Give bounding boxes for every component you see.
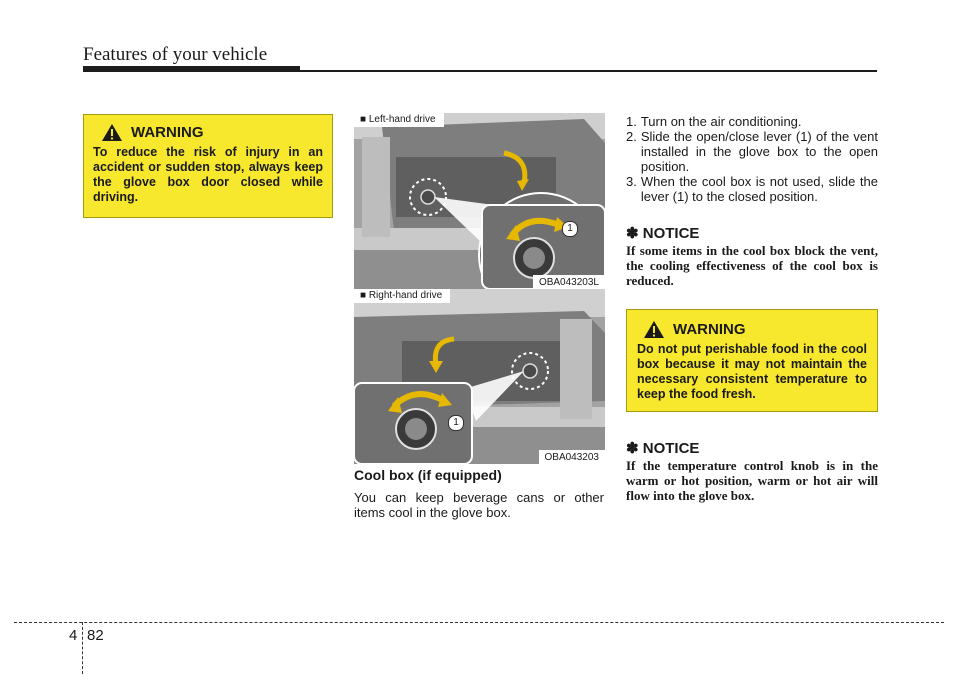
list-item: 3. When the cool box is not used, slide the lever (1) to the closed position. — [626, 174, 878, 204]
warning-title: WARNING — [131, 124, 204, 141]
footer-rule — [14, 622, 944, 623]
figure-code: OBA043203L — [533, 275, 605, 289]
notice-text: If some items in the cool box block the vent, the cooling effectiveness of the cool box is reduced. — [626, 243, 878, 288]
instruction-steps — [626, 114, 878, 204]
header-rule — [300, 70, 877, 72]
warning-box-glove-door — [83, 114, 333, 218]
header-bar — [83, 66, 300, 72]
notice-title: ✽ NOTICE — [626, 440, 700, 457]
glove-box-illustration — [354, 289, 605, 464]
glove-box-illustration — [354, 113, 605, 289]
warning-text: Do not put perishable food in the cool box because it may not maintain the necessary consistent temperature to keep the food fresh. — [637, 342, 867, 401]
footer-divider — [82, 622, 83, 674]
warning-title: WARNING — [673, 321, 746, 338]
figure-code: OBA043203 — [539, 450, 606, 464]
warning-text: To reduce the risk of injury in an accident or sudden stop, always keep the glove box door closed while driving. — [93, 145, 323, 204]
warning-header — [101, 123, 323, 142]
warning-triangle-icon — [643, 320, 665, 339]
warning-box-perishable-food — [626, 309, 878, 412]
figure-caption: ■ Left-hand drive — [354, 113, 444, 127]
figure-right-hand-drive — [354, 289, 605, 464]
notice-text: If the temperature control knob is in the warm or hot position, warm or hot air will flow into the glove box. — [626, 458, 878, 503]
figure-caption: ■ Right-hand drive — [354, 289, 450, 303]
figure-left-hand-drive — [354, 113, 605, 289]
chapter-number: 4 — [69, 627, 78, 644]
warning-header — [643, 320, 867, 339]
page-header-title: Features of your vehicle — [83, 44, 268, 65]
list-item: 2. Slide the open/close lever (1) of the vent installed in the glove box to the open position. — [626, 129, 878, 174]
callout-number: 1 — [448, 415, 464, 431]
callout-number: 1 — [562, 221, 578, 237]
section-body: You can keep beverage cans or other items cool in the glove box. — [354, 490, 604, 520]
section-heading: Cool box (if equipped) — [354, 467, 502, 483]
list-item: 1. Turn on the air conditioning. — [626, 114, 802, 129]
warning-triangle-icon — [101, 123, 123, 142]
page-number: 82 — [87, 627, 104, 644]
notice-title: ✽ NOTICE — [626, 225, 700, 242]
